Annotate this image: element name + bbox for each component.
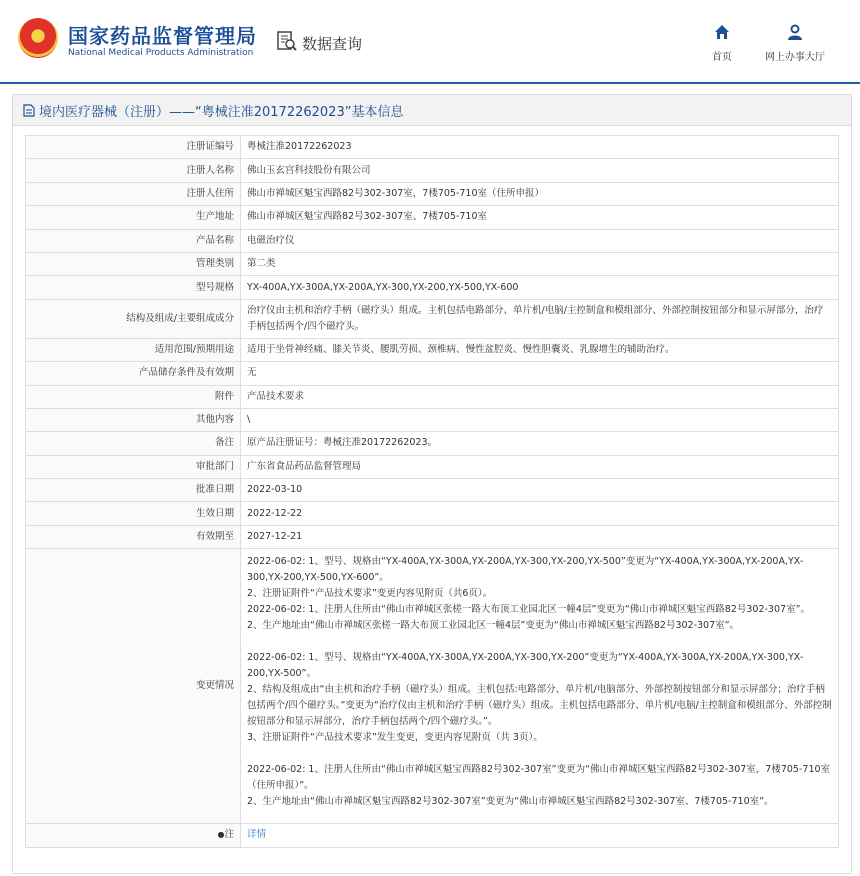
- table-row: [26, 525, 839, 548]
- nav-home[interactable]: [705, 24, 739, 63]
- table-row: [26, 159, 839, 182]
- table-row: [26, 455, 839, 478]
- row-label: 备注: [26, 432, 241, 455]
- row-value: 佛山市禅城区魁宝西路82号302-307室、7楼705-710室: [241, 206, 839, 229]
- change-entry: 2022-06-02: 1、型号、规格由“YX-400A,YX-300A,YX-200A,YX-300,YX-200,YX-500”变更为“YX-400A,YX-300A,YX-200A,YX-300,YX-200,YX-500,YX-600”。: [247, 556, 804, 584]
- table-row: [26, 385, 839, 408]
- site-title-cn: 国家药品监督管理局: [68, 24, 257, 48]
- site-title-en: National Medical Products Administration: [68, 48, 254, 58]
- details-link[interactable]: 详情: [247, 829, 267, 841]
- change-entry: 2022-06-02: 1、型号、规格由“YX-400A,YX-300A,YX-200A,YX-300,YX-200”变更为“YX-400A,YX-300A,YX-200A,YX-300,YX-200,YX-500”。: [247, 652, 804, 680]
- change-spacer: [247, 634, 832, 650]
- row-value: 2022-03-10: [241, 479, 839, 502]
- row-value: 第二类: [241, 252, 839, 275]
- change-history: [241, 549, 839, 824]
- row-label: 生效日期: [26, 502, 241, 525]
- row-label: 附件: [26, 385, 241, 408]
- table-row: [26, 432, 839, 455]
- row-label: 审批部门: [26, 455, 241, 478]
- info-table: [25, 135, 839, 848]
- row-value: 2022-12-22: [241, 502, 839, 525]
- table-row: [26, 206, 839, 229]
- table-row: [26, 479, 839, 502]
- change-entry: 2、生产地址由“佛山市禅城区张槎一路大布顶工业园北区一幢4层”变更为“佛山市禅城区魁宝西路82号302-307室”。: [247, 620, 740, 632]
- note-label: 注: [224, 829, 234, 841]
- row-label: 注册人住所: [26, 182, 241, 205]
- row-label: 注册证编号: [26, 136, 241, 159]
- row-label: 型号规格: [26, 276, 241, 299]
- data-query-title: [276, 30, 362, 56]
- note-label-cell: [26, 824, 241, 847]
- row-value: \: [241, 408, 839, 431]
- data-query-label: 数据查询: [302, 34, 363, 53]
- table-row: [26, 136, 839, 159]
- row-value: 治疗仪由主机和治疗手柄（磁疗头）组成。主机包括电路部分、单片机/电脑/主控制盒和模组部分、外部控制按钮部分和显示屏部分，治疗手柄包括两个/四个磁疗头。: [241, 299, 839, 338]
- row-label: 产品储存条件及有效期: [26, 362, 241, 385]
- nav-online-service[interactable]: [760, 24, 830, 63]
- row-value: 粤械注准20172262023: [241, 136, 839, 159]
- table-row: [26, 252, 839, 275]
- note-value-cell: [241, 824, 839, 847]
- table-row: [26, 299, 839, 338]
- table-row: [26, 229, 839, 252]
- home-icon: [705, 24, 739, 42]
- document-icon: [23, 104, 35, 117]
- table-row: [26, 408, 839, 431]
- table-row: [26, 276, 839, 299]
- change-entry: 2022-06-02: 1、注册人住所由“佛山市禅城区张槎一路大布顶工业园北区一幢4层”变更为“佛山市禅城区魁宝西路82号302-307室”。: [247, 604, 810, 616]
- row-value: 广东省食品药品监督管理局: [241, 455, 839, 478]
- row-value: 2027-12-21: [241, 525, 839, 548]
- site-header: [0, 0, 860, 84]
- pin-icon: ●: [217, 830, 225, 840]
- row-value: 电磁治疗仪: [241, 229, 839, 252]
- row-label: 变更情况: [26, 549, 241, 824]
- row-label: 产品名称: [26, 229, 241, 252]
- row-value: 原产品注册证号：粤械注准20172262023。: [241, 432, 839, 455]
- panel-title: 境内医疗器械（注册）——“粤械注准20172262023”基本信息: [39, 104, 404, 120]
- change-entry: 2022-06-02: 1、注册人住所由“佛山市禅城区魁宝西路82号302-307室”变更为“佛山市禅城区魁宝西路82号302-307室，7楼705-710室（住所申报）”。: [247, 764, 831, 792]
- table-row-changes: [26, 549, 839, 824]
- table-row: [26, 502, 839, 525]
- row-value: 佛山市禅城区魁宝西路82号302-307室，7楼705-710室（住所申报）: [241, 182, 839, 205]
- nav-home-label: 首页: [712, 52, 732, 63]
- change-entry: 2、生产地址由“佛山市禅城区魁宝西路82号302-307室”变更为“佛山市禅城区魁宝西路82号302-307室、7楼705-710室”。: [247, 796, 774, 808]
- change-entry: 2、结构及组成由“由主机和治疗手柄（磁疗头）组成。主机包括:电路部分、单片机/电脑部分、外部控制按钮部分和显示屏部分；治疗手柄包括两个/四个磁疗头。”变更为“治疗仪由主机和治疗手柄（磁疗头）组成。主机包括电路部分、单片机/电脑/主控制盒和模组部分、外部控制按钮部分和显示屏部分，治疗手柄包括两个/四个磁疗头。”。: [247, 684, 832, 728]
- row-value: 无: [241, 362, 839, 385]
- row-value: 适用于坐骨神经痛、膝关节炎、腰肌劳损、颈椎病、慢性盆腔炎、慢性胆囊炎、乳腺增生的辅助治疗。: [241, 338, 839, 361]
- table-row-note: [26, 824, 839, 847]
- panel-header: [13, 95, 851, 126]
- row-value: YX-400A,YX-300A,YX-200A,YX-300,YX-200,YX-500,YX-600: [241, 276, 839, 299]
- table-row: [26, 182, 839, 205]
- row-label: 有效期至: [26, 525, 241, 548]
- emblem-logo: [18, 18, 58, 58]
- row-label: 结构及组成/主要组成成分: [26, 299, 241, 338]
- data-query-icon: [276, 30, 298, 56]
- nav-online-service-label: 网上办事大厅: [765, 52, 825, 63]
- row-value: 佛山玉玄宫科技股份有限公司: [241, 159, 839, 182]
- row-value: 产品技术要求: [241, 385, 839, 408]
- change-entry: 3、注册证附件“产品技术要求”发生变更，变更内容见附页（共 3页）。: [247, 732, 543, 744]
- row-label: 生产地址: [26, 206, 241, 229]
- table-row: [26, 362, 839, 385]
- change-entry: 2、注册证附件“产品技术要求”变更内容见附页（共6页）。: [247, 588, 493, 600]
- change-spacer: [247, 746, 832, 762]
- detail-panel: [12, 94, 852, 874]
- row-label: 管理类别: [26, 252, 241, 275]
- user-icon: [760, 24, 830, 42]
- table-row: [26, 338, 839, 361]
- row-label: 批准日期: [26, 479, 241, 502]
- row-label: 其他内容: [26, 408, 241, 431]
- row-label: 适用范围/预期用途: [26, 338, 241, 361]
- row-label: 注册人名称: [26, 159, 241, 182]
